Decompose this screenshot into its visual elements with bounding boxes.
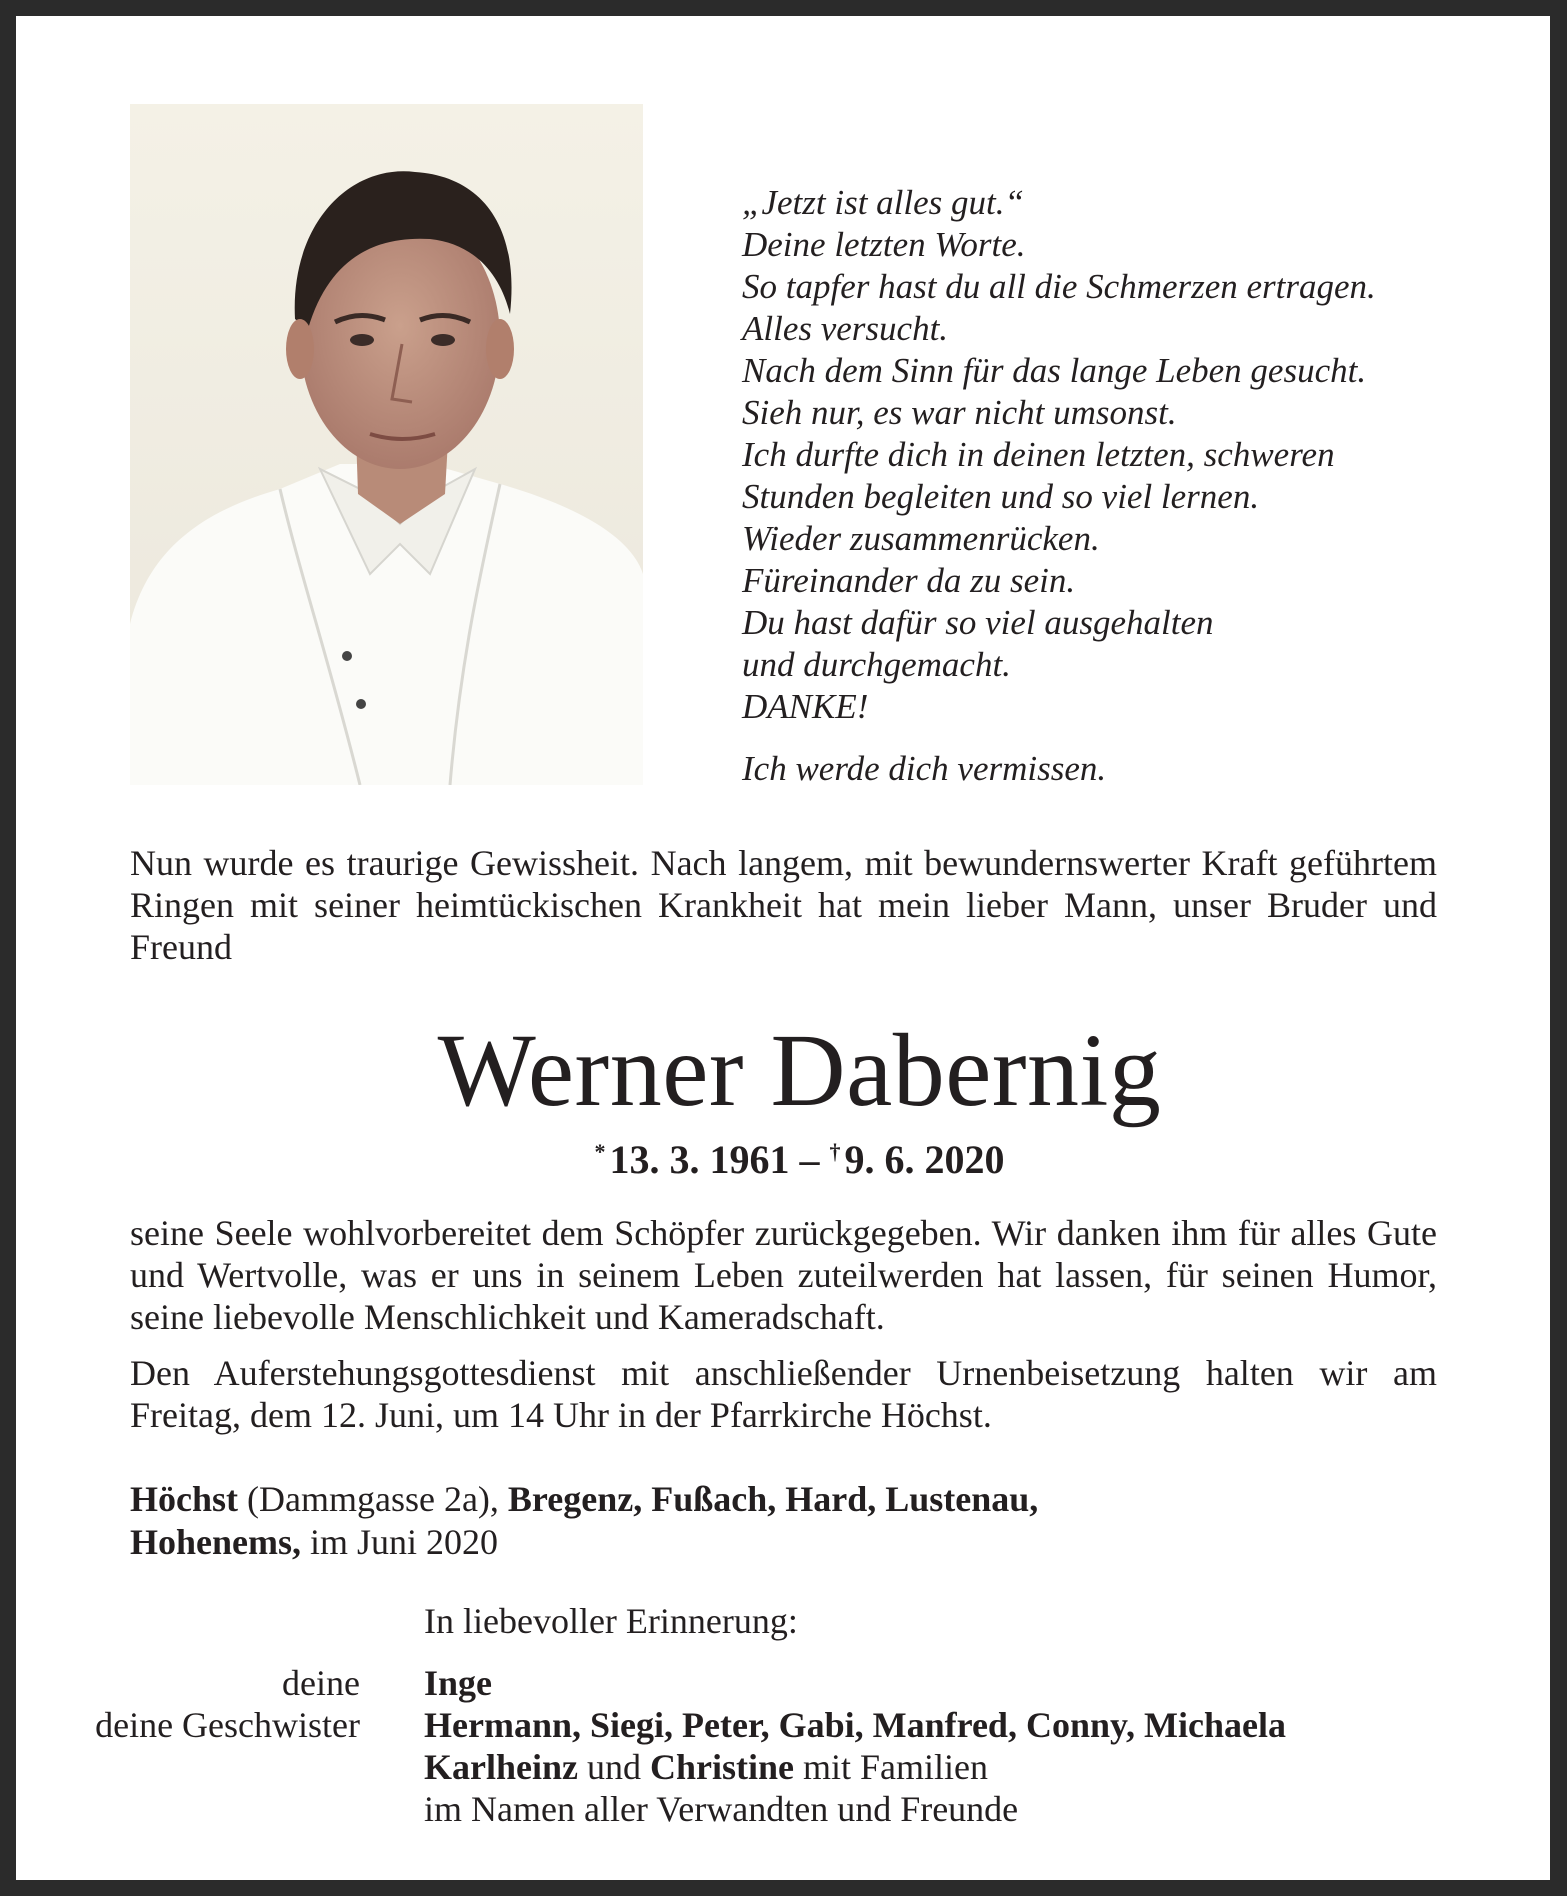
life-dates — [16, 1128, 1567, 1184]
families-text: mit Familien — [793, 1747, 988, 1787]
memory-heading: In liebevoller Erinnerung: — [424, 1601, 798, 1641]
poem-line: „Jetzt ist alles gut.“ — [742, 183, 1024, 222]
siblings-names-text: Hermann, Siegi, Peter, Gabi, Manfred, Conny, Michaela — [424, 1705, 1286, 1745]
poem-line: Nach dem Sinn für das lange Leben gesucht. — [742, 351, 1367, 390]
poem — [742, 182, 1522, 790]
poem-line: Füreinander da zu sein. — [742, 561, 1076, 600]
places-line — [130, 1478, 1330, 1564]
poem-line: Deine letzten Worte. — [742, 225, 1026, 264]
death-date: 9. 6. 2020 — [844, 1137, 1005, 1182]
place-date: im Juni 2020 — [301, 1522, 499, 1562]
siblings-names — [424, 1704, 1286, 1746]
poem-line: Ich durfte dich in deinen letzten, schweren — [742, 435, 1335, 474]
place-address: (Dammgasse 2a), — [238, 1479, 508, 1519]
poem-closing: Ich werde dich vermissen. — [742, 749, 1107, 788]
relatives-line: im Namen aller Verwandten und Freunde — [424, 1789, 1019, 1829]
deceased-name: Werner Dabernig — [437, 1013, 1162, 1128]
intro-paragraph: Nun wurde es traurige Gewissheit. Nach langem, mit bewundernswerter Kraft geführtem Ringen mit seiner heimtückischen Krankheit hat mein lieber Mann, unser Bruder und Freund — [130, 843, 1437, 967]
place-home: Höchst — [130, 1479, 238, 1519]
death-symbol: † — [829, 1139, 841, 1164]
poem-line: So tapfer hast du all die Schmerzen ertragen. — [742, 267, 1376, 306]
wife-name-text: Inge — [424, 1663, 493, 1703]
wife-name — [424, 1662, 492, 1704]
birth-symbol: * — [594, 1139, 606, 1164]
birth-date: 13. 3. 1961 — [609, 1137, 790, 1182]
poem-line: Stunden begleiten und so viel lernen. — [742, 477, 1260, 516]
poem-line: Alles versucht. — [742, 309, 949, 348]
wife-label: deine — [282, 1663, 360, 1703]
poem-line: Wieder zusammenrücken. — [742, 519, 1100, 558]
sibling-b: Christine — [649, 1747, 794, 1787]
poem-line: Sieh nur, es war nicht umsonst. — [742, 393, 1177, 432]
date-separator: – — [789, 1137, 830, 1182]
place-towns: Bregenz, Fußach, Hard, Lustenau, — [507, 1479, 1039, 1519]
siblings-second-line — [424, 1746, 988, 1788]
portrait-icon — [130, 104, 643, 785]
body-paragraph: seine Seele wohlvorbereitet dem Schöpfer zurückgegeben. Wir danken ihm für alles Gute und Wertvolle, was er uns in seinem Leben zuteilwerden hat lassen, für seinen Humor, seine liebevolle Menschlichkeit und Kameradschaft. — [130, 1213, 1437, 1337]
poem-line: Du hast dafür so viel ausgehalten — [742, 603, 1214, 642]
poem-line: DANKE! — [742, 687, 869, 726]
sibling-conj: und — [577, 1747, 650, 1787]
portrait-photo — [130, 104, 643, 785]
place-last-town: Hohenems, — [130, 1522, 301, 1562]
service-paragraph: Den Auferstehungsgottesdienst mit anschließender Urnenbeisetzung halten wir am Freitag, dem 12. Juni, um 14 Uhr in der Pfarrkirche Höchst. — [130, 1353, 1437, 1435]
poem-line: und durchgemacht. — [742, 645, 1011, 684]
siblings-label: deine Geschwister — [95, 1705, 360, 1745]
sibling-a: Karlheinz — [424, 1747, 578, 1787]
obituary-page — [16, 16, 1550, 1880]
